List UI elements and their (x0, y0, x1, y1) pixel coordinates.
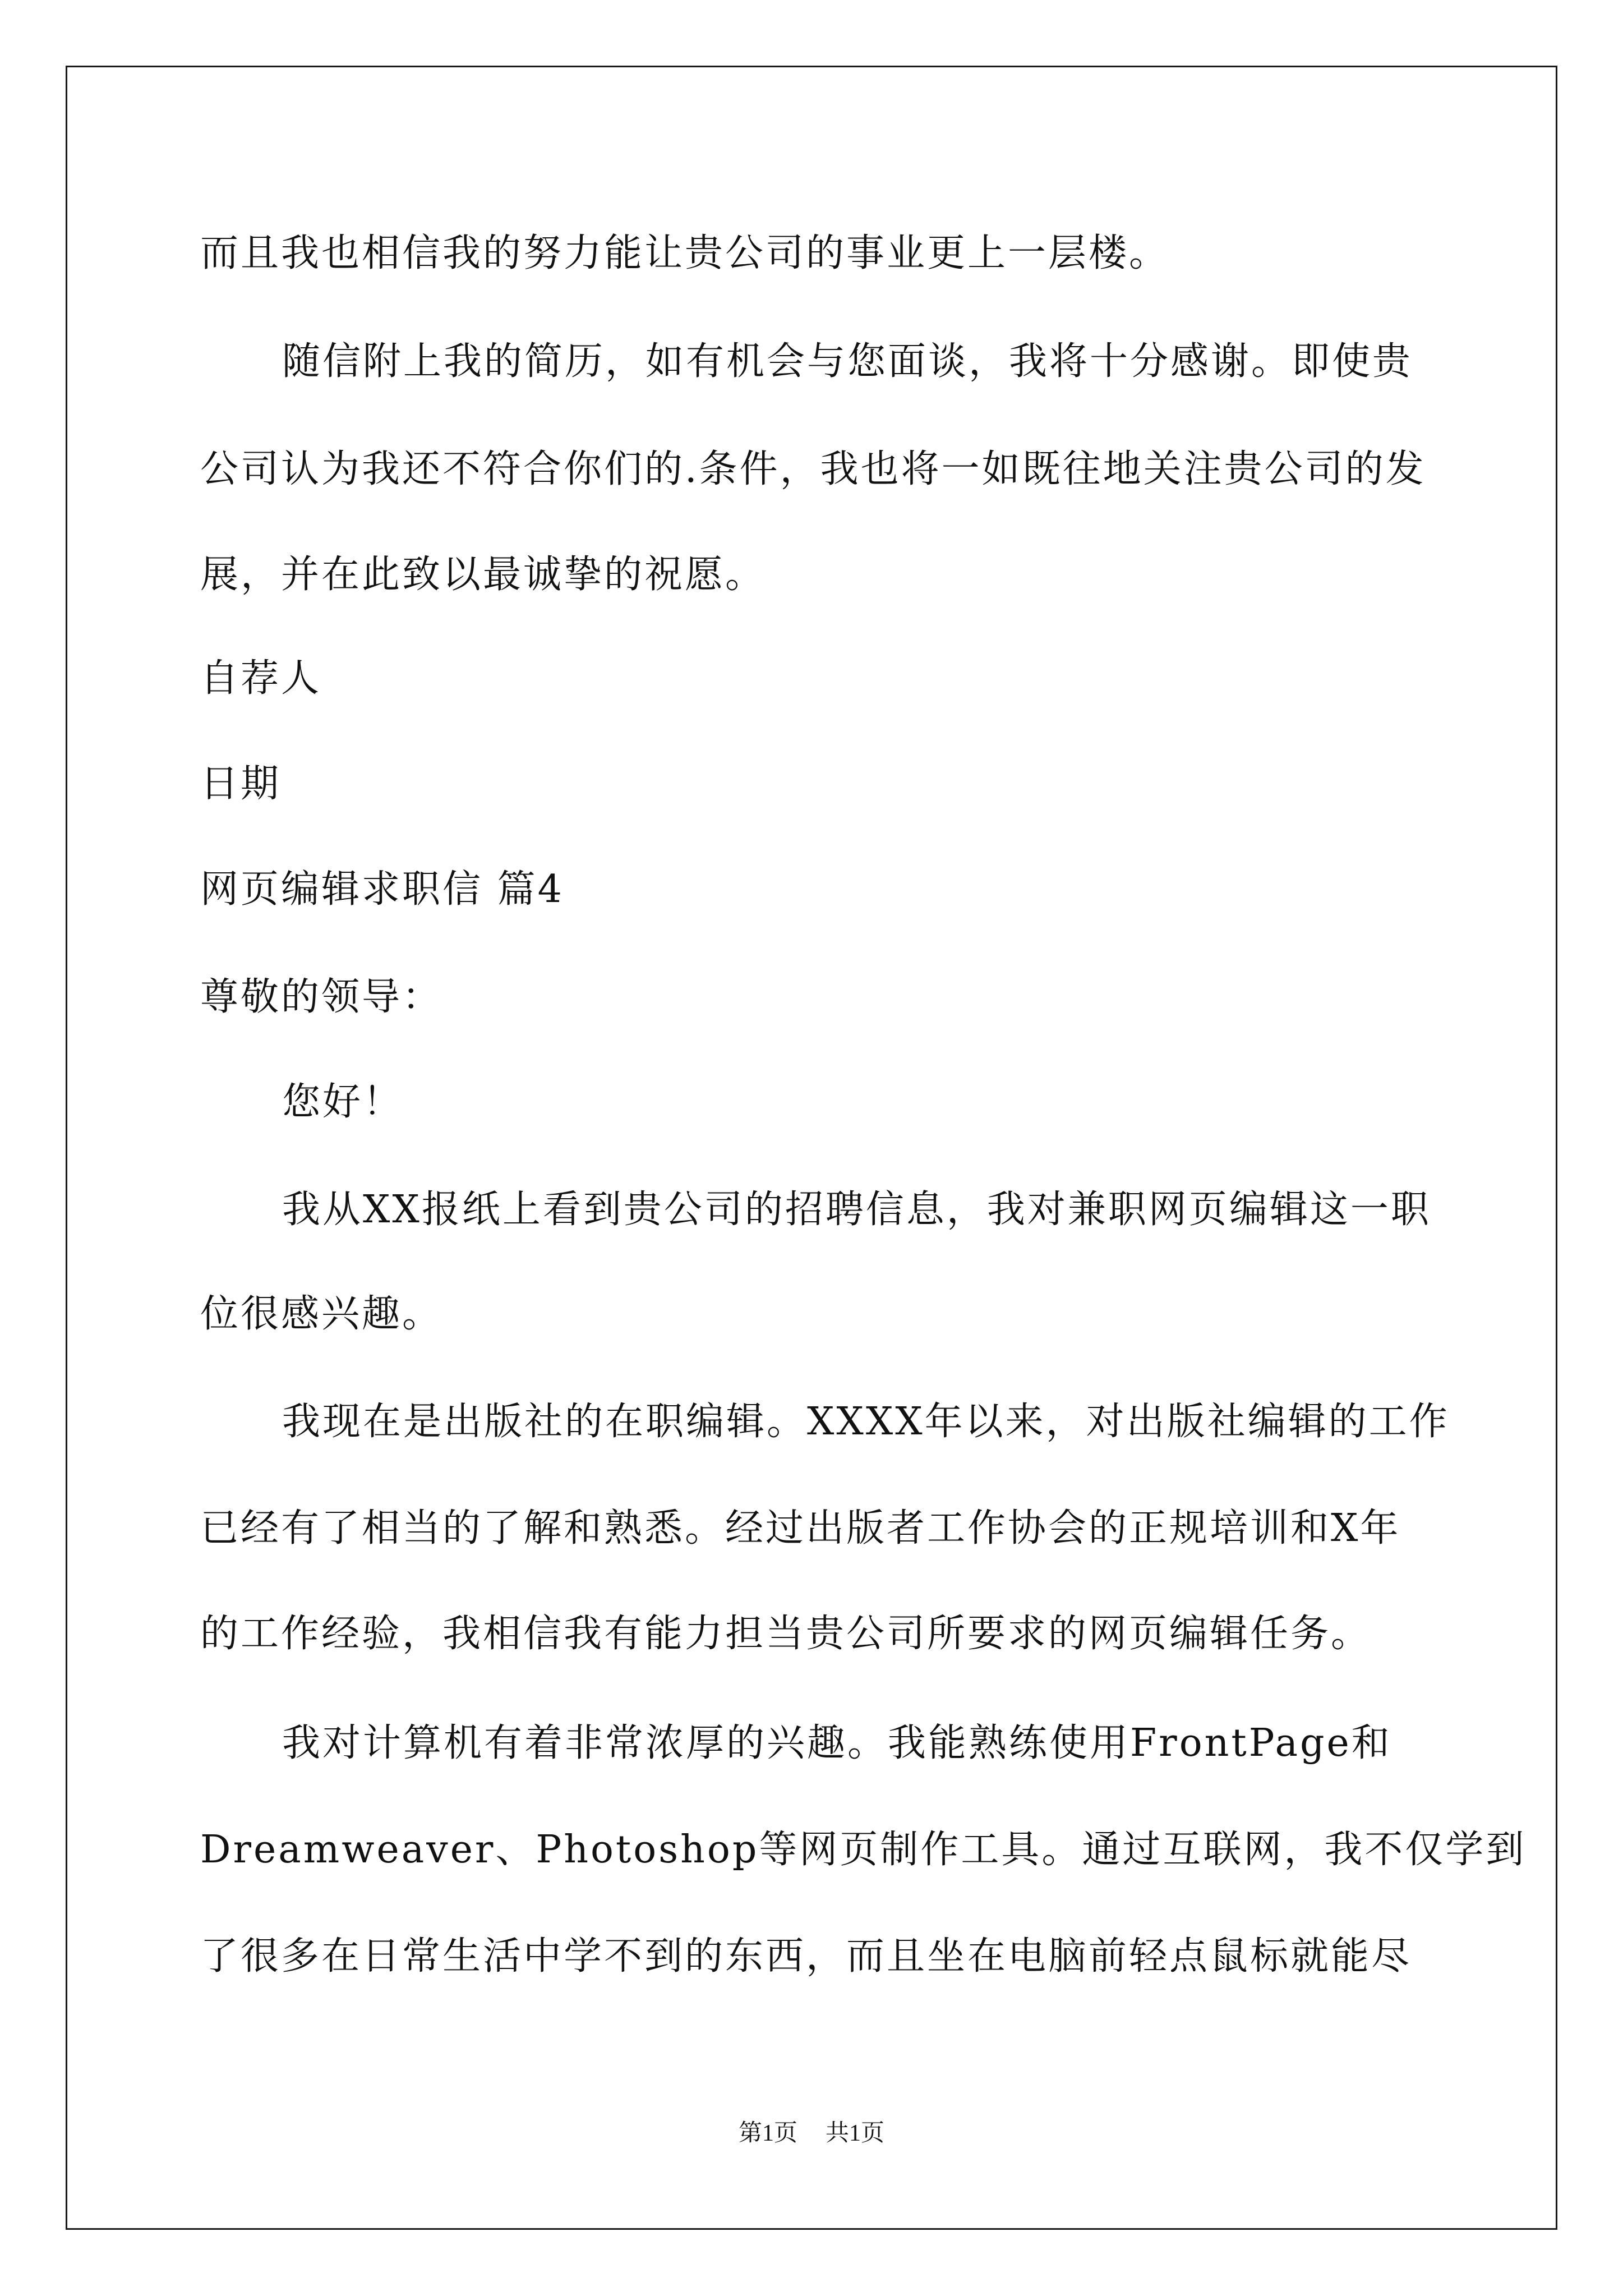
page-total: 共1页 (826, 2120, 885, 2146)
body-line: 了很多在日常生活中学不到的东西，而且坐在电脑前轻点鼠标就能尽 (200, 1934, 1412, 1978)
body-line: 我从XX报纸上看到贵公司的招聘信息，我对兼职网页编辑这一职 (282, 1188, 1431, 1232)
page-number: 第1页 (738, 2120, 797, 2146)
body-line: 的工作经验，我相信我有能力担当贵公司所要求的网页编辑任务。 (200, 1612, 1372, 1656)
signature-label: 自荐人 (200, 656, 322, 701)
body-line: 位很感兴趣。 (200, 1292, 443, 1336)
body-line: 随信附上我的简历，如有机会与您面谈，我将十分感谢。即使贵 (282, 339, 1413, 384)
page-border (66, 66, 1557, 2230)
body-line: 展，并在此致以最诚挚的祝愿。 (200, 553, 766, 597)
date-label: 日期 (200, 762, 282, 806)
body-line: 已经有了相当的了解和熟悉。经过出版者工作协会的正规培训和X年 (200, 1506, 1401, 1550)
page-footer (0, 2119, 1623, 2147)
greeting: 您好！ (282, 1080, 404, 1124)
body-line: 公司认为我还不符合你们的.条件，我也将一如既往地关注贵公司的发 (200, 447, 1426, 491)
body-line: 我现在是出版社的在职编辑。XXXX年以来，对出版社编辑的工作 (282, 1400, 1450, 1444)
body-line: Dreamweaver、Photoshop等网页制作工具。通过互联网，我不仅学到 (200, 1828, 1527, 1872)
section-heading: 网页编辑求职信 篇4 (200, 867, 564, 912)
body-line: 我对计算机有着非常浓厚的兴趣。我能熟练使用FrontPage和 (282, 1721, 1392, 1765)
salutation: 尊敬的领导： (200, 975, 443, 1019)
body-line: 而且我也相信我的努力能让贵公司的事业更上一层楼。 (200, 231, 1170, 275)
